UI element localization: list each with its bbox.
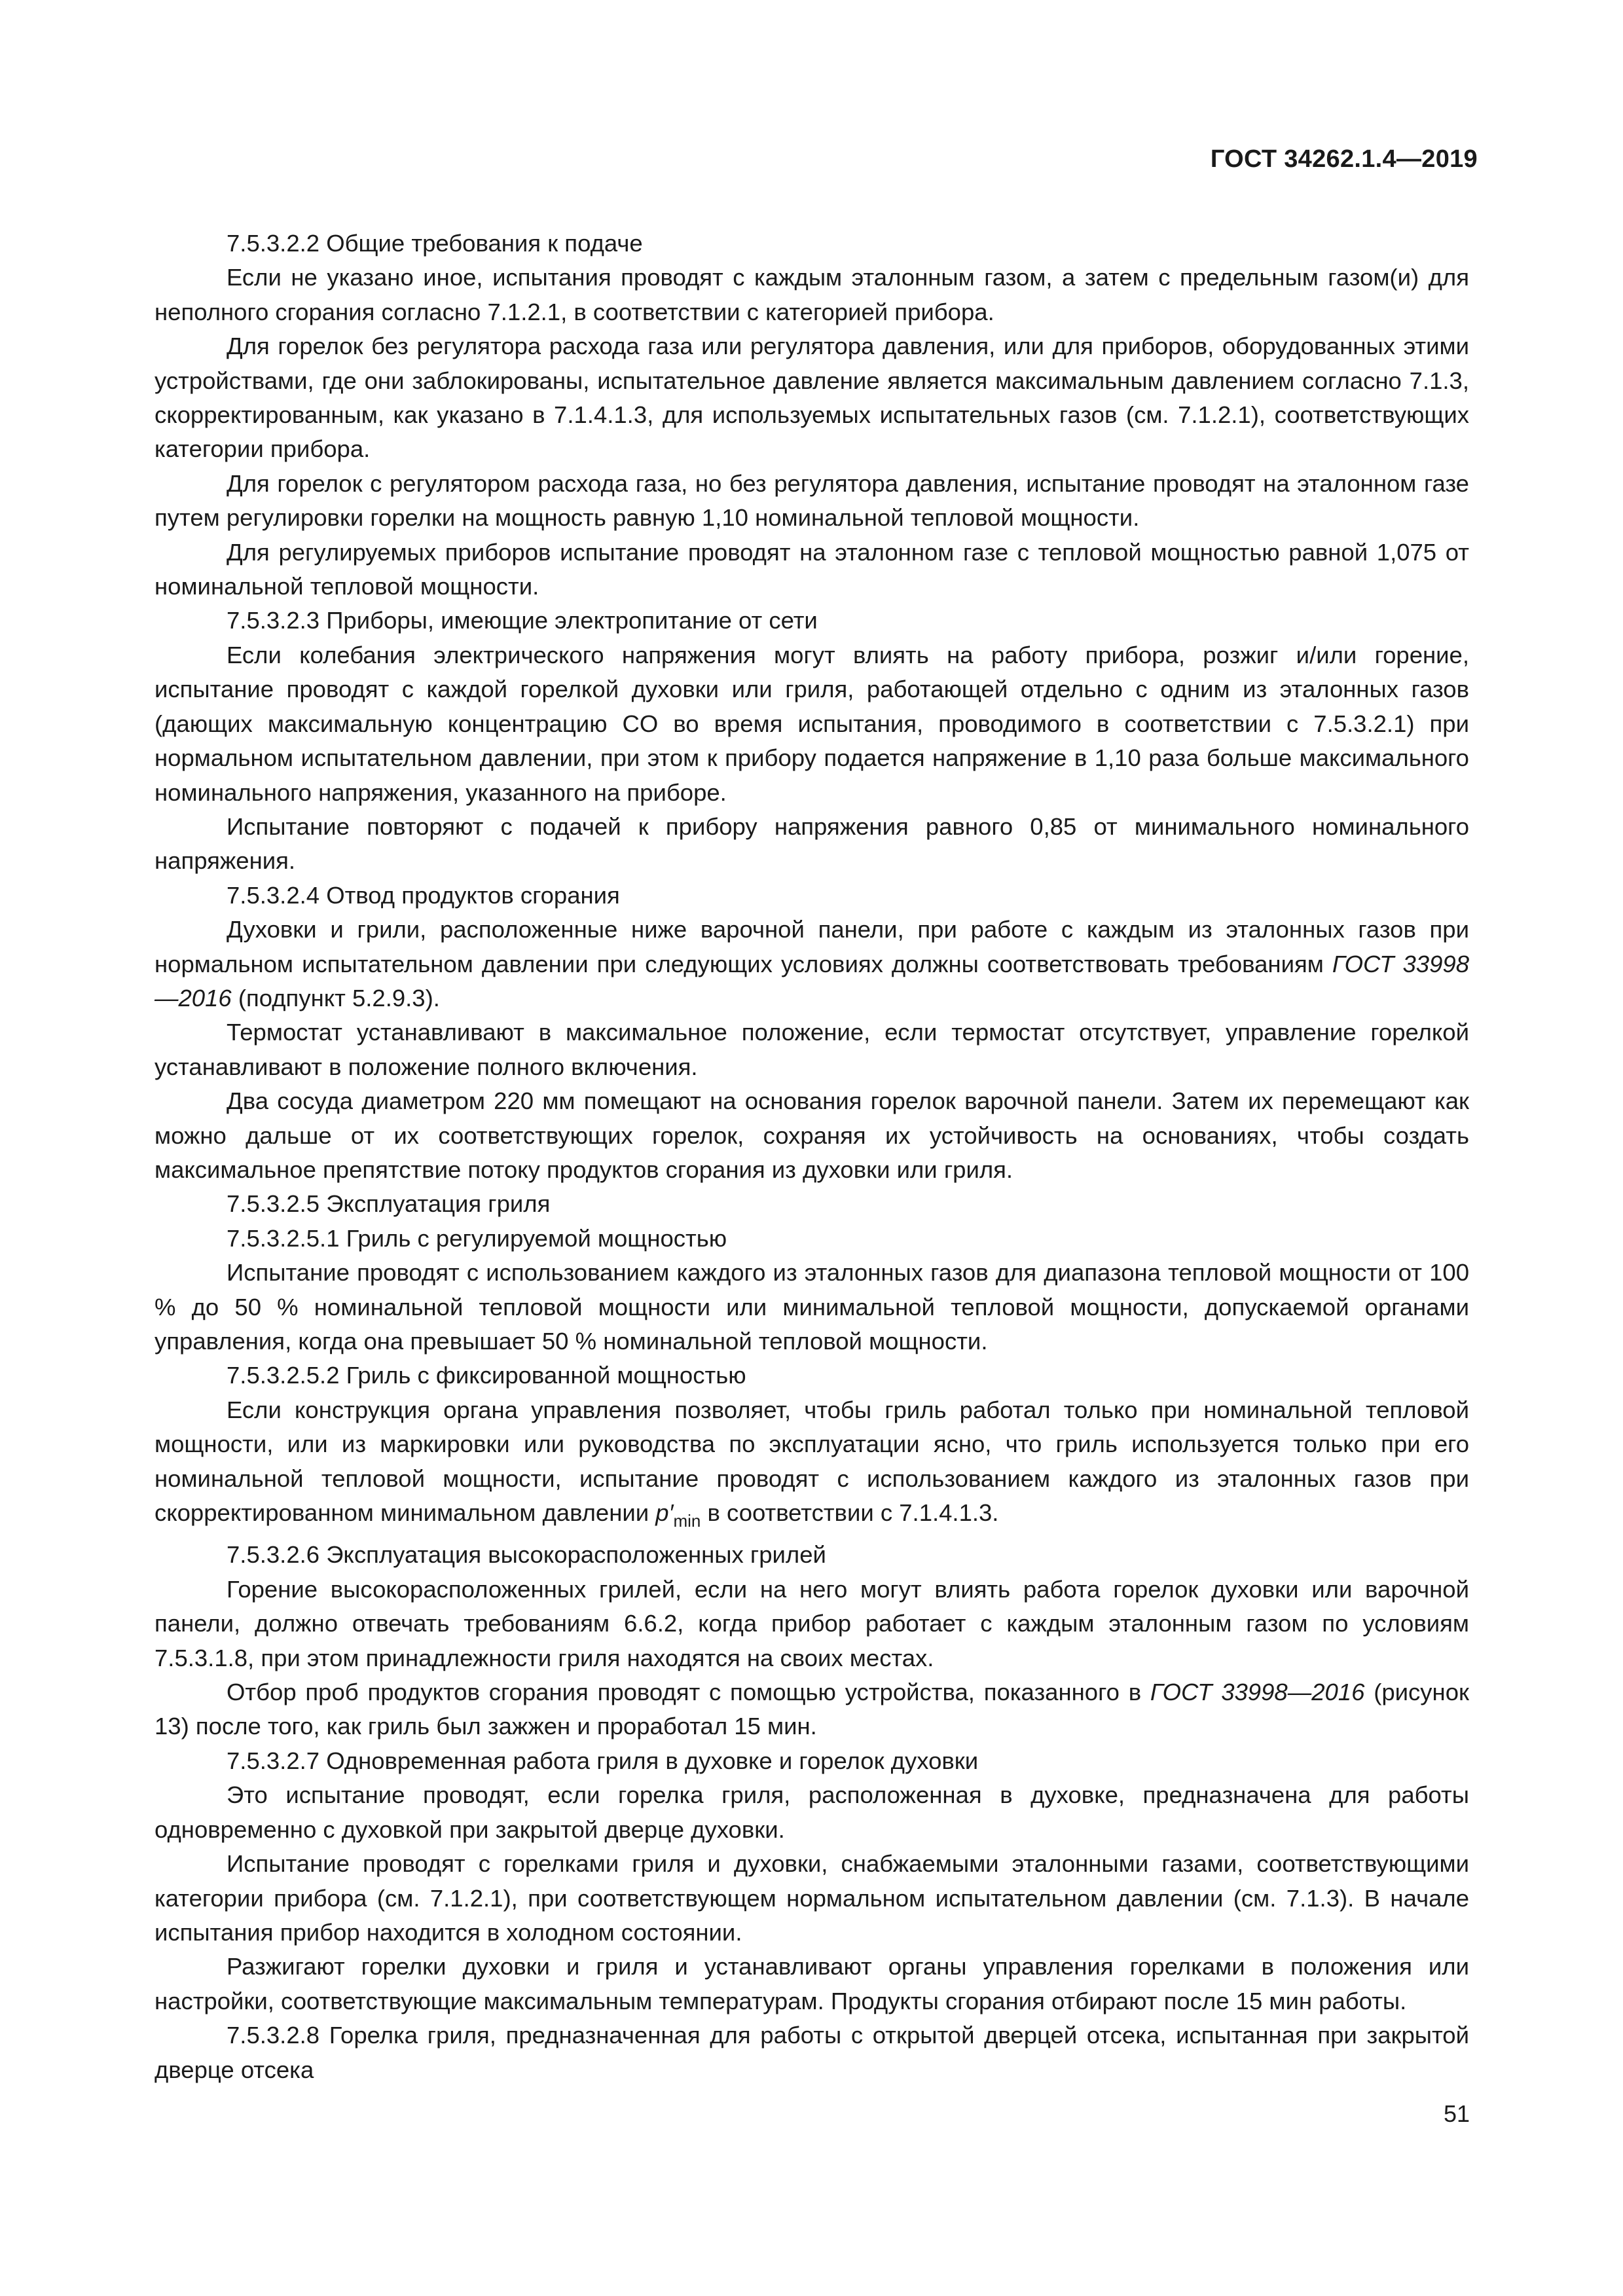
- standard-id: ГОСТ 34262.1.4—2019: [1210, 145, 1478, 173]
- section-heading: 7.5.3.2.5 Эксплуатация гриля: [227, 1190, 551, 1218]
- standard-reference: ГОСТ 33998—2016: [1150, 1679, 1365, 1706]
- section-heading: 7.5.3.2.6 Эксплуатация высокорасположенных грилей: [227, 1541, 826, 1569]
- section-heading: 7.5.3.2.5.1 Гриль с регулируемой мощностью: [227, 1224, 727, 1252]
- page-number: 51: [1443, 2100, 1470, 2127]
- paragraph: Горение высокорасположенных грилей, если на него могут влиять работа горелок духовки или варочной панели, должно отвечать требованиям 6.6.2, когда прибор работает с каждым эталонным газом по условиям 7.5.3.1.8, при этом принадлежности гриля находятся на своих местах.: [155, 1575, 1469, 1671]
- paragraph: Для горелок с регулятором расхода газа, но без регулятора давления, испытание проводят на эталонном газе путем регулировки горелки на мощность равную 1,10 номинальной тепловой мощности.: [155, 469, 1469, 532]
- document-body: [155, 227, 1469, 2087]
- section-heading: 7.5.3.2.3 Приборы, имеющие электропитание от сети: [227, 607, 818, 634]
- section-heading: 7.5.3.2.5.2 Гриль с фиксированной мощностью: [227, 1362, 746, 1389]
- paragraph: Два сосуда диаметром 220 мм помещают на основания горелок варочной панели. Затем их перемещают как можно дальше от их соответствующих горелок, сохраняя их устойчивость на основаниях, чтобы создать максимальное препятствие потоку продуктов сгорания из духовки или гриля.: [155, 1087, 1469, 1183]
- paragraph: Если конструкция органа управления позволяет, чтобы гриль работал только при номинальной тепловой мощности, или из маркировки или руководства по эксплуатации ясно, что гриль используется только при его номинальной тепловой мощности, испытание проводят с использованием каждого из эталонных газов при скорректированном минимальном давлении $p'_{min}$ в соответствии с 7.1.4.1.3.: [155, 1396, 1469, 1531]
- paragraph: Разжигают горелки духовки и гриля и устанавливают органы управления горелками в положения или настройки, соответствующие максимальным температурам. Продукты сгорания отбирают после 15 мин работы.: [155, 1953, 1469, 2014]
- section-heading: 7.5.3.2.4 Отвод продуктов сгорания: [227, 881, 620, 909]
- paragraph: Отбор проб продуктов сгорания проводят с помощью устройства, показанного в ГОСТ 33998—2016 (рисунок 13) после того, как гриль был зажжен и проработал 15 мин.: [155, 1679, 1469, 1740]
- section-heading: 7.5.3.2.2 Общие требования к подаче: [227, 230, 643, 257]
- paragraph: Духовки и грили, расположенные ниже варочной панели, при работе с каждым из эталонных газов при нормальном испытательном давлении при следующих условиях должны соответствовать требованиям ГОСТ 33998—2016 (подпункт 5.2.9.3).: [155, 916, 1469, 1011]
- section-heading: 7.5.3.2.8 Горелка гриля, предназначенная для работы с открытой дверцей отсека, испытанная при закрытой дверце отсека: [155, 2022, 1469, 2083]
- paragraph: Испытание повторяют с подачей к прибору напряжения равного 0,85 от минимального номинального напряжения.: [155, 812, 1469, 875]
- pressure-symbol-subscript: min: [673, 1511, 701, 1531]
- pressure-symbol: p′: [655, 1499, 674, 1527]
- paragraph: Это испытание проводят, если горелка гриля, расположенная в духовке, предназначена для работы одновременно с духовкой при закрытой дверце духовки.: [155, 1781, 1469, 1843]
- paragraph: Для горелок без регулятора расхода газа или регулятора давления, или для приборов, оборудованных этими устройствами, где они заблокированы, испытательное давление является максимальным давлением согласно 7.1.3, скорректированным, как указано в 7.1.4.1.3, для используемых испытательных газов (см. 7.1.2.1), соответствующих категории прибора.: [155, 333, 1469, 463]
- paragraph: Для регулируемых приборов испытание проводят на эталонном газе с тепловой мощностью равной 1,075 от номинальной тепловой мощности.: [155, 538, 1469, 600]
- section-heading: 7.5.3.2.7 Одновременная работа гриля в духовке и горелок духовки: [227, 1747, 979, 1774]
- document-header: [1211, 145, 1478, 173]
- paragraph: Если колебания электрического напряжения могут влиять на работу прибора, розжиг и/или горение, испытание проводят с каждой горелкой духовки или гриля, работающей отдельно с одним из эталонных газов (дающих максимальную концентрацию CO во время испытания, проводимого в соответствии с 7.5.3.2.1) при нормальном испытательном давлении, при этом к прибору подается напряжение в 1,10 раза больше максимального номинального напряжения, указанного на приборе.: [155, 641, 1469, 806]
- paragraph: Термостат устанавливают в максимальное положение, если термостат отсутствует, управление горелкой устанавливают в положение полного включения.: [155, 1019, 1469, 1080]
- standard-reference: ГОСТ 33998—2016: [155, 950, 1469, 1011]
- paragraph: Если не указано иное, испытания проводят с каждым эталонным газом, а затем с предельным газом(и) для неполного сгорания согласно 7.1.2.1, в соответствии с категорией прибора.: [155, 264, 1469, 325]
- paragraph: Испытание проводят с горелками гриля и духовки, снабжаемыми эталонными газами, соответствующими категории прибора (см. 7.1.2.1), при соответствующем нормальном испытательном давлении (см. 7.1.3). В начале испытания прибор находится в холодном состоянии.: [155, 1850, 1469, 1946]
- paragraph: Испытание проводят с использованием каждого из эталонных газов для диапазона тепловой мощности от 100 % до 50 % номинальной тепловой мощности или минимальной тепловой мощности, допускаемой органами управления, когда она превышает 50 % номинальной тепловой мощности.: [155, 1259, 1469, 1355]
